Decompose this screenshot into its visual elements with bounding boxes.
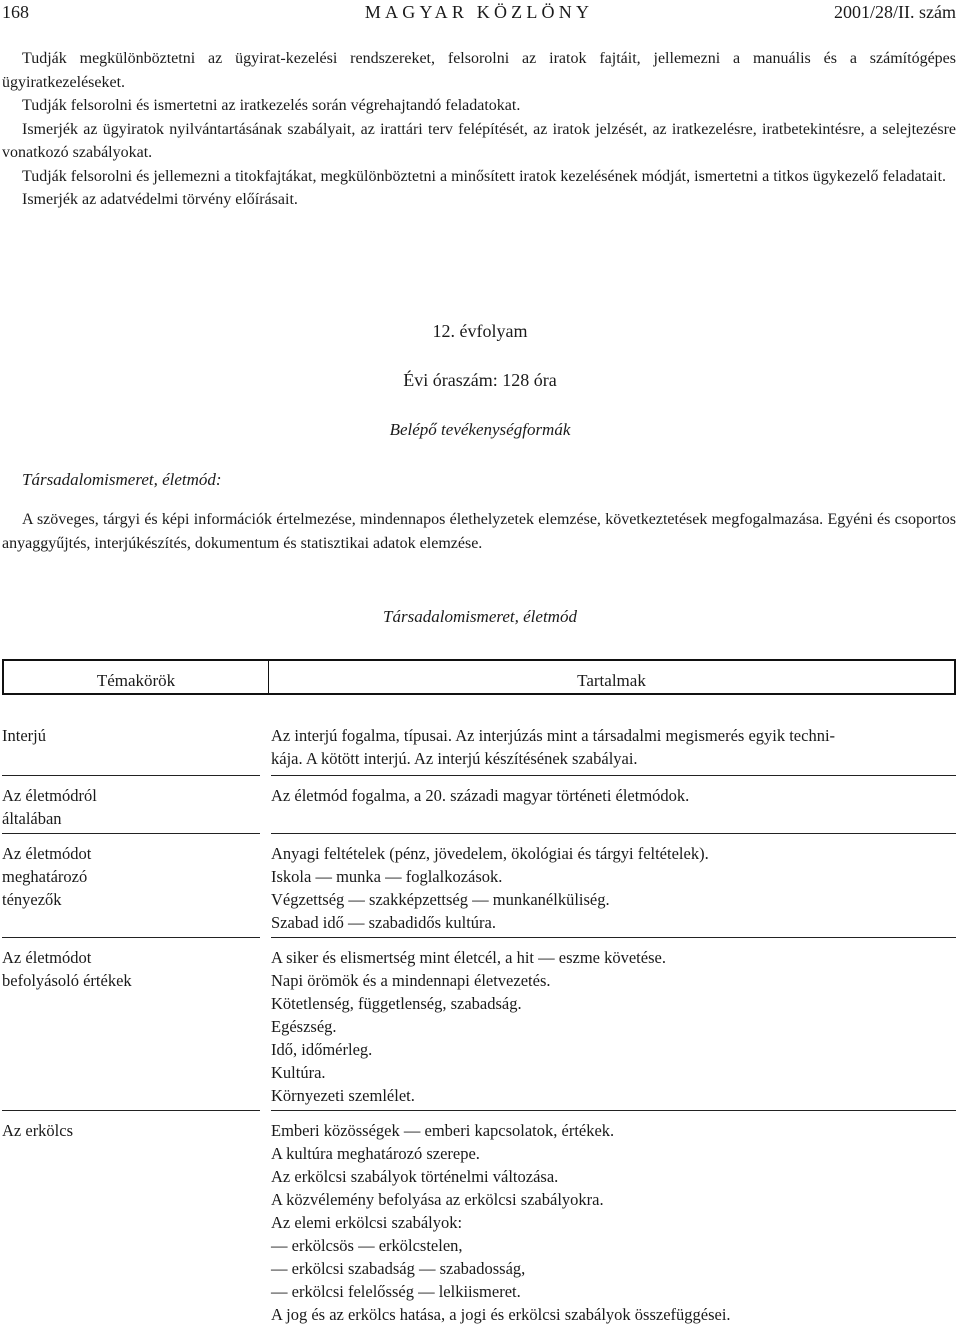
content-line: Az elemi erkölcsi szabályok: [271,1213,463,1232]
content-line: A kultúra meghatározó szerepe. [271,1144,480,1163]
intro-text [2,47,956,212]
topic-line: Az erkölcs [2,1121,74,1140]
intro-paragraph: Tudják felsorolni és ismertetni az iratkezelés során végrehajtandó feladatokat. [22,97,521,114]
subject-label: Társadalomismeret, életmód: [22,470,222,489]
content-line: Az életmód fogalma, a 20. századi magyar történeti életmódok. [271,786,690,805]
topic-cell [2,833,260,911]
content-line: A jog és az erkölcs hatása, a jogi és erkölcsi szabályok összefüggései. [271,1305,731,1324]
topic-line: Az életmódról [2,786,97,805]
column-header-topics: Témakörök [4,661,269,693]
entry-heading: Belépő tevékenységformák [389,420,571,439]
subject-text [2,508,956,556]
topic-cell [2,724,260,747]
content-cell [271,775,956,807]
content-line: — erkölcsi felelősség — lelkiismeret. [271,1282,521,1301]
content-line: Egészség. [271,1017,337,1036]
topic-line: Interjú [2,726,46,745]
topic-line: tényezők [2,890,62,909]
table-header [2,659,956,695]
content-line: Az interjú fogalma, típusai. Az interjúzás mint a társadalmi megismerés egyik techni- [271,726,836,745]
content-line: A közvélemény befolyása az erkölcsi szabályokra. [271,1190,604,1209]
topic-line: Az életmódot [2,844,92,863]
content-cell [271,1110,956,1326]
topic-line: Az életmódot [2,948,92,967]
topic-cell [2,937,260,992]
issue-number: 2001/28/II. szám [834,2,956,22]
topic-line: meghatározó [2,867,88,886]
content-cell [271,937,956,1107]
content-line: Anyagi feltételek (pénz, jövedelem, ökológiai és tárgyi feltételek). [271,844,709,863]
year-heading: 12. évfolyam [432,321,528,341]
journal-title: MAGYAR KÖZLÖNY [364,2,594,22]
content-line: Az erkölcsi szabályok történelmi változása. [271,1167,559,1186]
content-line: — erkölcsös — erkölcstelen, [271,1236,463,1255]
content-line: Emberi közösségek — emberi kapcsolatok, értékek. [271,1121,615,1140]
intro-paragraph: Tudják felsorolni és jellemezni a titokfajtákat, megkülönböztetni a minősített iratok kezelésének módját, ismertetni a titkos ügykezelő feladatait. [22,167,947,185]
topic-line: befolyásoló értékek [2,971,132,990]
content-line: Kultúra. [271,1063,326,1082]
content-line: Iskola — munka — foglalkozások. [271,867,503,886]
intro-paragraph: Ismerjék az adatvédelmi törvény előírásait. [22,191,298,208]
content-cell [271,724,956,770]
content-line: Napi örömök és a mindennapi életvezetés. [271,971,551,990]
subject-paragraph: A szöveges, tárgyi és képi információk értelmezése, mindennapos élethelyzetek elemzése, következtetések megfogalmazása. Egyéni és csoportos anyaggyűjtés, interjúkészítés, dokumentum és statisztikai adatok elemzése. [2,511,956,552]
page-number: 168 [2,2,29,22]
content-cell [271,833,956,934]
content-line: A siker és elismertség mint életcél, a hit — eszme követése. [271,948,666,967]
content-line: Végzettség — szakképzettség — munkanélküliség. [271,890,610,909]
hours-heading: Évi óraszám: 128 óra [403,370,557,390]
intro-paragraph: Ismerjék az ügyiratok nyilvántartásának szabályait, az irattári terv felépítését, az iratok jelzését, az iratkezelésre, iratbetekintésre, a selejtezésre vonatkozó szabályokat. [2,120,956,161]
column-header-contents: Tartalmak [577,671,646,690]
intro-paragraph: Tudják megkülönböztetni az ügyirat-kezelési rendszereket, felsorolni az iratok fajtáit, jellemezni a manuális és a számítógépes ügyiratkezeléseket. [2,50,956,91]
topic-cell [2,1110,260,1142]
content-line: kája. A kötött interjú. Az interjú készítésének szabályai. [271,749,638,768]
topic-line: általában [2,809,62,828]
topic-cell [2,775,260,830]
content-line: Szabad idő — szabadidős kultúra. [271,913,496,932]
content-line: — erkölcsi szabadság — szabadosság, [271,1259,526,1278]
content-line: Környezeti szemlélet. [271,1086,415,1105]
table-title: Társadalomismeret, életmód [383,607,577,626]
content-line: Idő, időmérleg. [271,1040,373,1059]
page-header [2,2,956,26]
content-line: Kötetlenség, függetlenség, szabadság. [271,994,522,1013]
